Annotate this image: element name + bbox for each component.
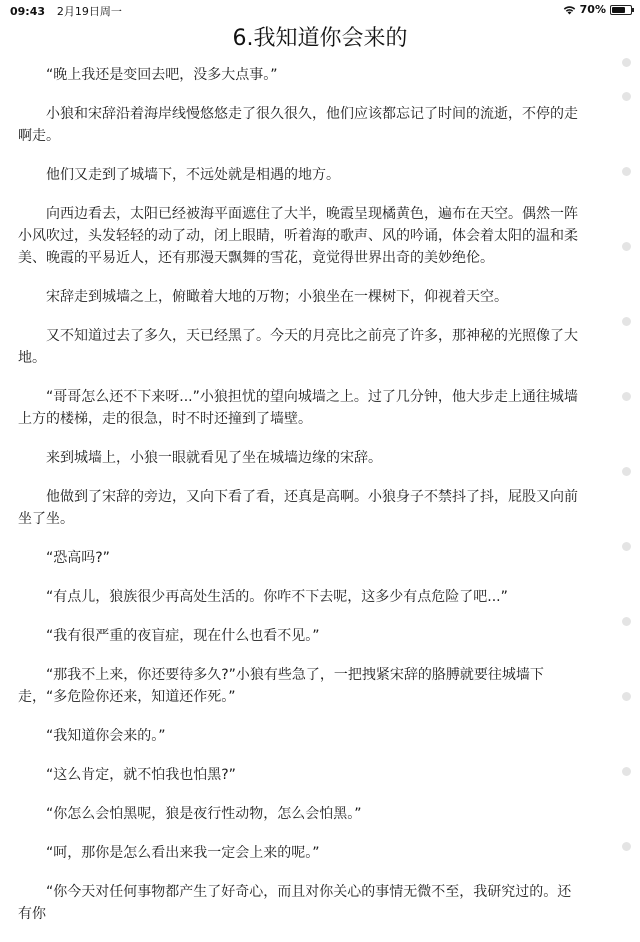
paragraph: “呵，那你是怎么看出来我一定会上来的呢。”: [46, 845, 320, 861]
paragraph: “恐高吗?”: [46, 550, 110, 566]
paragraph: “那我不上来，你还要待多久?”小狼有些急了，一把拽紧宋辞的胳膊就要往城墙下走，“多危险你还来，知道还作死。”: [18, 667, 544, 705]
paragraph: 来到城墙上，小狼一眼就看见了坐在城墙边缘的宋辞。: [46, 450, 382, 466]
page-dot[interactable]: [622, 58, 631, 67]
status-time: 09:43: [10, 5, 46, 18]
paragraph: “哥哥怎么还不下来呀...”小狼担忧的望向城墙之上。过了几分钟，他大步走上通往城墙上方的楼梯，走的很急，时不时还撞到了墙壁。: [18, 389, 578, 427]
chapter-title: 6.我知道你会来的: [232, 26, 408, 51]
battery-fill: [612, 7, 625, 13]
chapter-content[interactable]: [18, 64, 584, 942]
page-dot[interactable]: [622, 242, 631, 251]
page-dot[interactable]: [622, 767, 631, 776]
page-dot[interactable]: [622, 467, 631, 476]
status-right: [563, 3, 632, 16]
page-dot[interactable]: [622, 317, 631, 326]
page-dot[interactable]: [622, 692, 631, 701]
paragraph: “这么肯定，就不怕我也怕黑?”: [46, 767, 236, 783]
paragraph: “我知道你会来的。”: [46, 728, 166, 744]
page-dot[interactable]: [622, 542, 631, 551]
status-date: 2月19日周一: [56, 5, 122, 18]
paragraph: 小狼和宋辞沿着海岸线慢悠悠走了很久很久，他们应该都忘记了时间的流逝，不停的走啊走。: [18, 106, 578, 144]
paragraph: 向西边看去，太阳已经被海平面遮住了大半，晚霞呈现橘黄色，遍布在天空。偶然一阵小风吹过，头发轻轻的动了动，闭上眼睛，听着海的歌声、风的吟诵，体会着太阳的温和柔美、晚霞的平易近人，还有那漫天飘舞的雪花，竟觉得世界出奇的美妙绝伦。: [18, 206, 578, 266]
paragraph: 又不知道过去了多久，天已经黑了。今天的月亮比之前亮了许多，那神秘的光照像了大地。: [18, 328, 578, 366]
page-dot[interactable]: [622, 92, 631, 101]
paragraph: “有点儿，狼族很少再高处生活的。你咋不下去呢，这多少有点危险了吧...”: [46, 589, 508, 605]
battery-percent: 70%: [579, 3, 606, 16]
paragraph: 他们又走到了城墙下，不远处就是相遇的地方。: [46, 167, 340, 183]
paragraph: “晚上我还是变回去吧，没多大点事。”: [46, 67, 278, 83]
status-left: [10, 3, 122, 19]
paragraph: “你怎么会怕黑呢，狼是夜行性动物，怎么会怕黑。”: [46, 806, 362, 822]
wifi-icon: [563, 5, 576, 15]
paragraph: 他做到了宋辞的旁边，又向下看了看，还真是高啊。小狼身子不禁抖了抖，屁股又向前坐了坐。: [18, 489, 578, 527]
page-dot[interactable]: [622, 842, 631, 851]
page-dot[interactable]: [622, 617, 631, 626]
paragraph: “你今天对任何事物都产生了好奇心，而且对你关心的事情无微不至，我研究过的。还有你: [18, 884, 572, 922]
paragraph: 宋辞走到城墙之上，俯瞰着大地的万物；小狼坐在一棵树下，仰视着天空。: [46, 289, 508, 305]
status-bar: [0, 0, 640, 20]
paragraph: “我有很严重的夜盲症，现在什么也看不见。”: [46, 628, 320, 644]
page-dot[interactable]: [622, 167, 631, 176]
battery-icon: [610, 5, 632, 15]
page-dot[interactable]: [622, 392, 631, 401]
